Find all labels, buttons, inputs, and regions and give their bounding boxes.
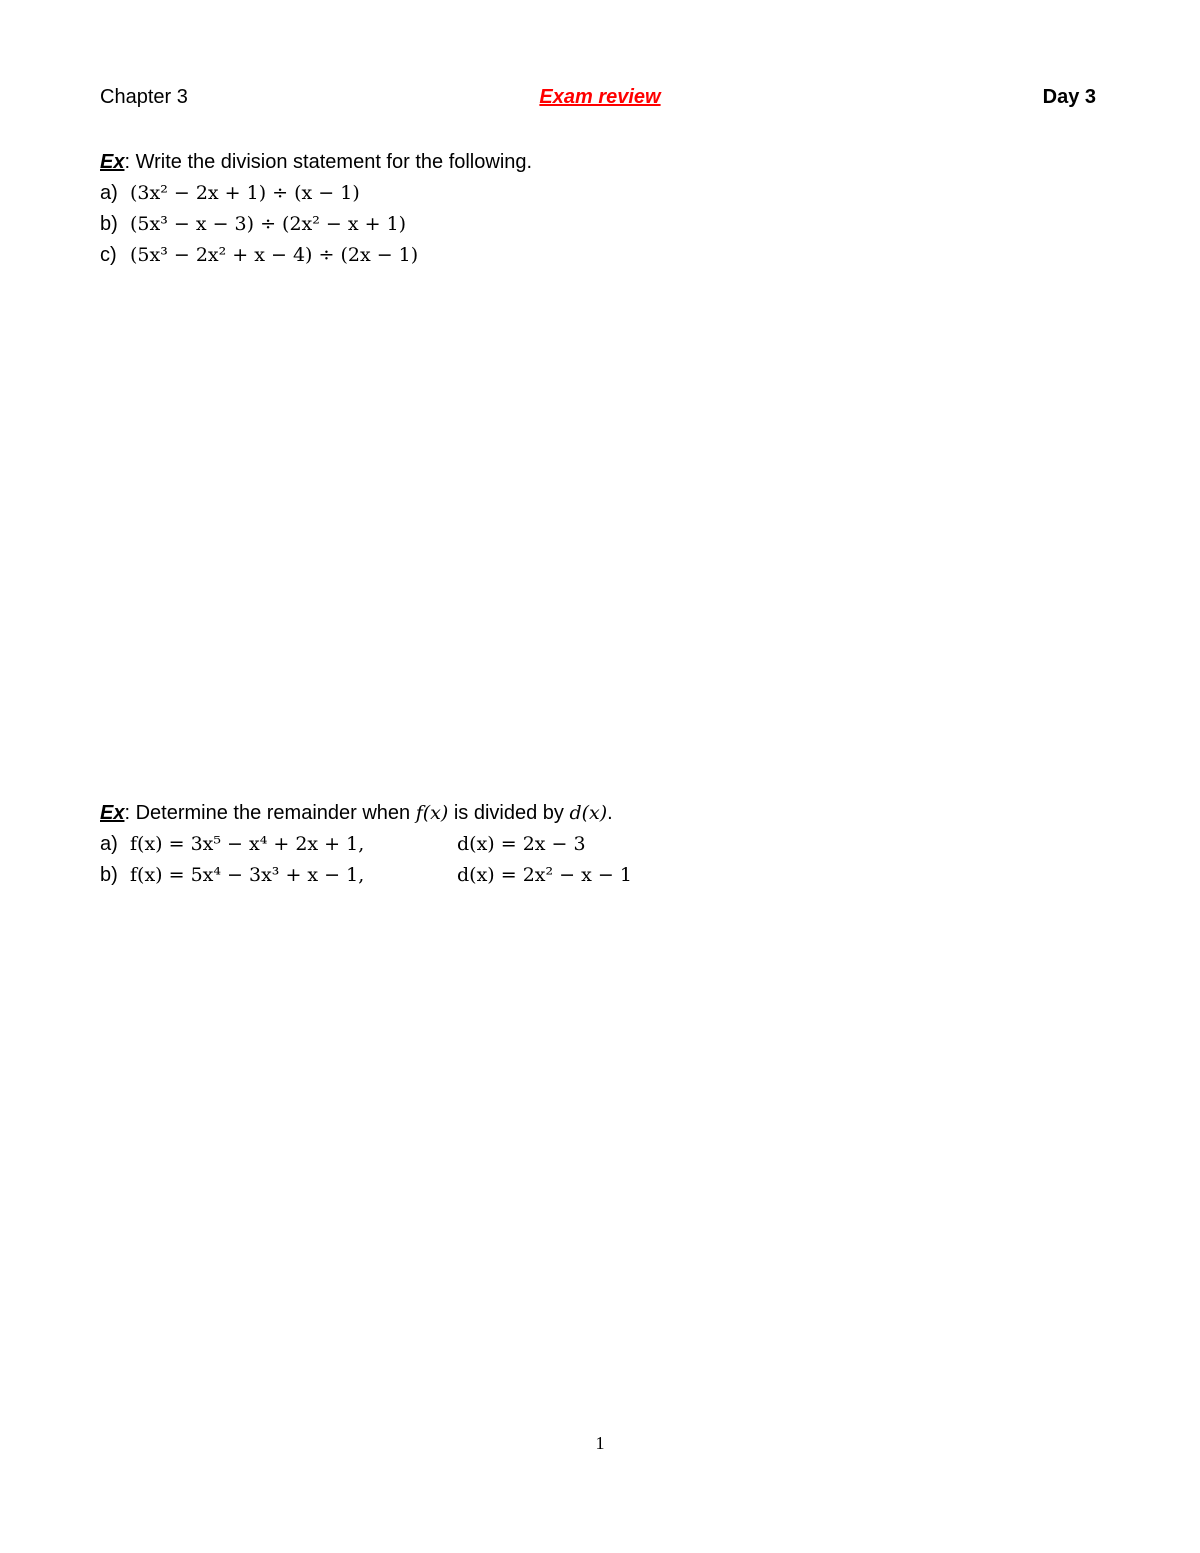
document-title — [100, 86, 1096, 109]
instruction-text-part1: : Determine the remainder when — [124, 802, 416, 824]
item-letter: b) — [100, 864, 118, 886]
instruction-text-part2: is divided by — [448, 802, 570, 824]
instruction-text: : Write the division statement for the following. — [124, 151, 533, 173]
f-expression: f(x) = 3x⁵ − x⁴ + 2x + 1, — [130, 833, 365, 855]
exercise-instruction — [100, 147, 1080, 178]
day-label: Day 3 — [1042, 86, 1096, 108]
item-letter: b) — [100, 213, 118, 235]
instruction-end: . — [607, 802, 613, 824]
f-expression: f(x) = 5x⁴ − 3x³ + x − 1, — [130, 864, 365, 886]
item-letter: a) — [100, 182, 118, 204]
exercise-division-statement — [100, 147, 1080, 271]
document-title-text: Exam review — [539, 86, 661, 108]
item-expression: (3x² − 2x + 1) ÷ (x − 1) — [130, 182, 360, 204]
f-symbol: f(x) — [415, 802, 449, 824]
d-symbol: d(x) — [569, 802, 608, 824]
exercise-remainder — [100, 798, 1080, 891]
exercise-item-c — [100, 240, 1080, 271]
page-number: 1 — [595, 1433, 605, 1453]
exercise-item-a — [100, 829, 1080, 860]
ex-label: Ex — [100, 802, 125, 824]
exercise-item-b — [100, 860, 1080, 891]
d-expression: d(x) = 2x² − x − 1 — [457, 864, 632, 886]
exercise-instruction — [100, 798, 1080, 829]
chapter-label: Chapter 3 — [100, 86, 188, 108]
page-header — [100, 86, 1096, 116]
item-expression: (5x³ − x − 3) ÷ (2x² − x + 1) — [130, 213, 407, 235]
item-expression: (5x³ − 2x² + x − 4) ÷ (2x − 1) — [130, 244, 419, 266]
exercise-item-b — [100, 209, 1080, 240]
ex-label: Ex — [100, 151, 125, 173]
item-letter: c) — [100, 244, 117, 266]
exercise-item-a — [100, 178, 1080, 209]
item-letter: a) — [100, 833, 118, 855]
d-expression: d(x) = 2x − 3 — [457, 833, 586, 855]
